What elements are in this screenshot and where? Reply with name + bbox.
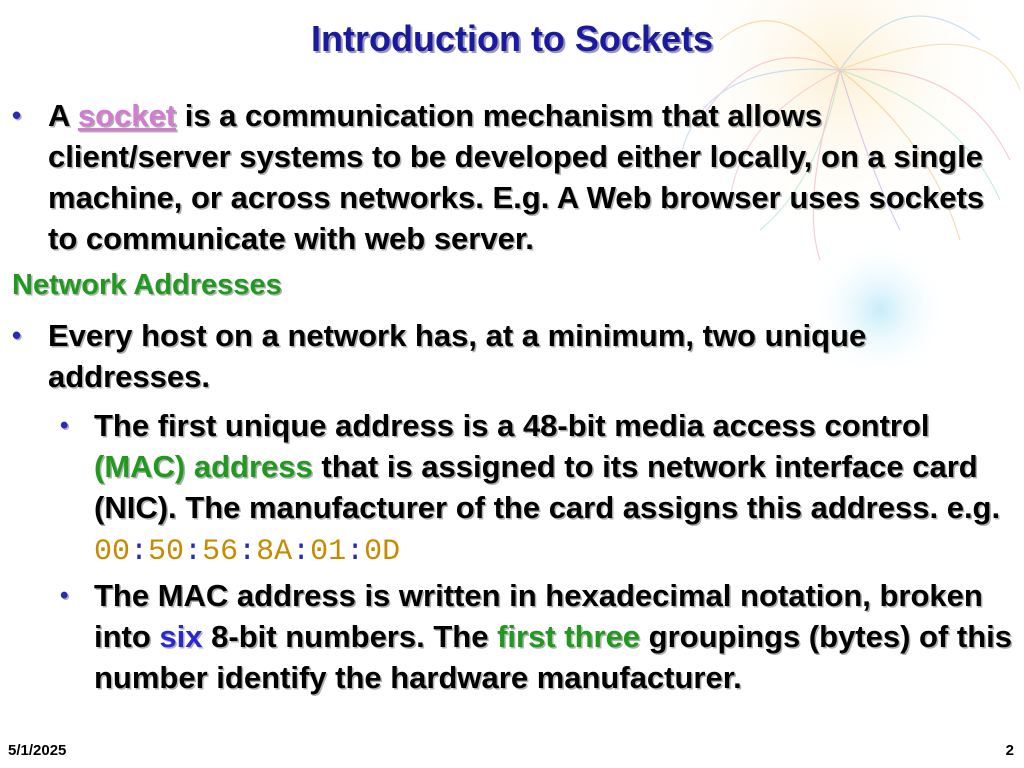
mac-byte: 0D	[364, 535, 401, 569]
mac-separator: :	[184, 535, 203, 569]
mac-byte: 01	[310, 535, 347, 569]
mac-address-highlight: (MAC) address	[94, 449, 313, 484]
bullet-host-addresses	[12, 315, 1012, 397]
page-number: 2	[1005, 742, 1014, 759]
sub-bullet-text: that is assigned to its network interface card (NIC). The manufacturer of the card assigns this address. e.g.	[94, 449, 1001, 525]
bullet-marker: •	[60, 412, 69, 439]
bullet-text: is a communication mechanism that allows client/server systems to be developed either locally, on a single machine, or across networks. E.g. A Web browser uses sockets to communicate with web server.	[48, 98, 985, 256]
sub-bullet-hex-notation	[60, 575, 1020, 698]
section-heading: Network Addresses	[12, 269, 282, 301]
sub-bullet-text: The first unique address is a 48-bit media access control	[94, 408, 930, 443]
bullet-socket-definition	[12, 95, 1012, 259]
mac-separator: :	[130, 535, 149, 569]
first-three-highlight: first three	[497, 619, 641, 654]
mac-address-example	[94, 535, 400, 569]
mac-byte: 56	[202, 535, 239, 569]
footer-date: 5/1/2025	[8, 742, 67, 759]
bullet-marker: •	[60, 582, 69, 609]
sub-bullet-mac-address	[60, 405, 1020, 573]
bullet-text: Every host on a network has, at a minimum, two unique addresses.	[48, 318, 867, 394]
mac-byte: 8A	[256, 535, 293, 569]
sub-bullet-text: 8-bit numbers. The	[202, 619, 498, 654]
mac-separator: :	[292, 535, 311, 569]
slide-title: Introduction to Sockets	[310, 18, 713, 59]
sub-bullet-text: The MAC address is written in hexadecimal notation, broken into	[94, 578, 983, 654]
six-highlight: six	[159, 619, 203, 654]
sub-bullet-text: groupings (bytes) of this number identify the hardware manufacturer.	[94, 619, 1013, 695]
mac-byte: 50	[148, 535, 185, 569]
bullet-marker: •	[12, 320, 22, 350]
mac-separator: :	[238, 535, 257, 569]
bullet-text-prefix: A	[48, 98, 78, 133]
socket-link[interactable]: socket	[77, 98, 177, 133]
mac-byte: 00	[94, 535, 131, 569]
bullet-marker: •	[12, 100, 22, 130]
mac-separator: :	[346, 535, 365, 569]
